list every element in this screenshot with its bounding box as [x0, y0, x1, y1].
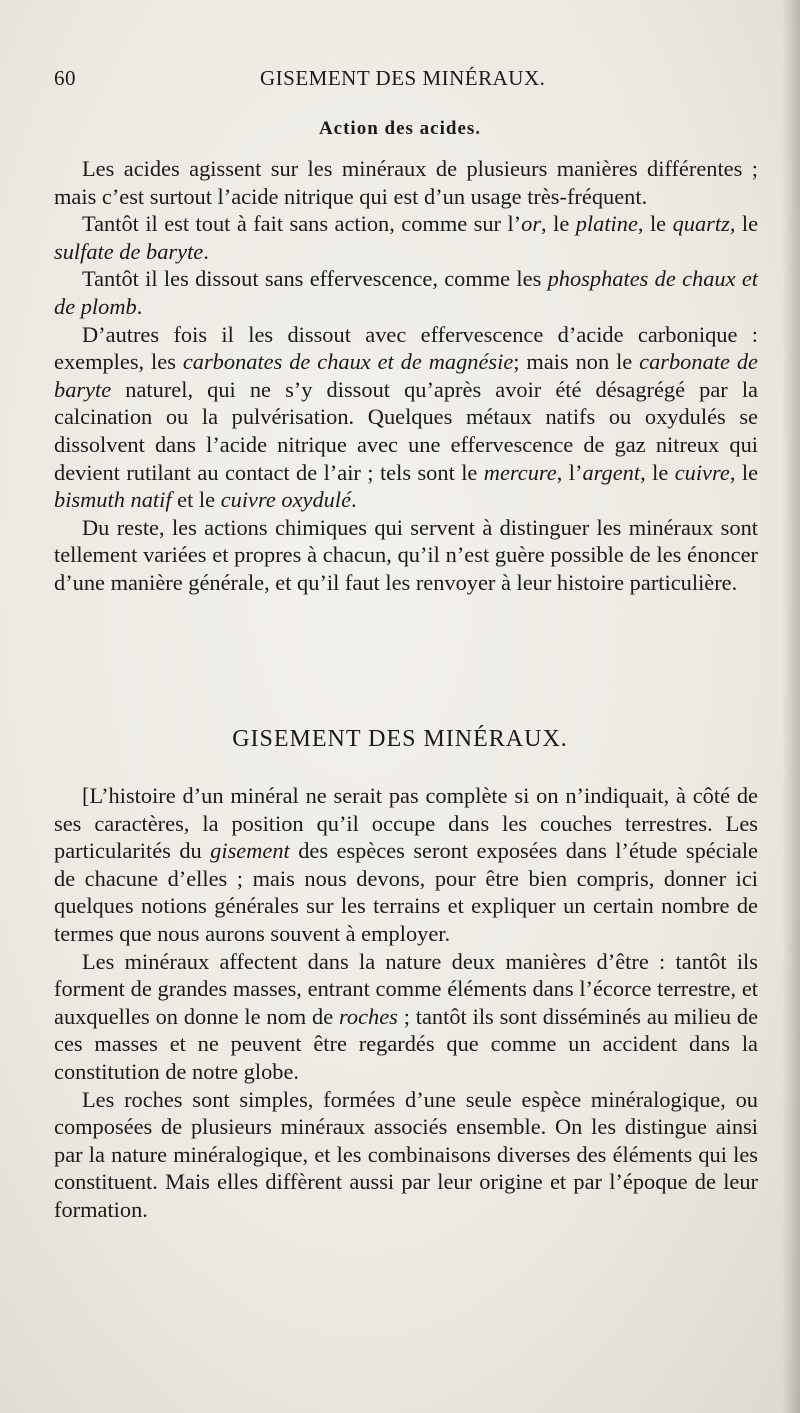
- text-run: , le: [729, 459, 759, 485]
- italic-term: gisement: [210, 838, 290, 864]
- italic-term: phosphates de chaux et de plomb: [54, 266, 758, 319]
- text-run: des espèces seront exposées dans l’étude spéciale de chacune d’elles ; mais nous devons, pour être bien compris, donner ici quelques notions générales sur les terrains et expliquer un certain nombre de termes que nous aurons souvent à employer.: [54, 838, 758, 946]
- text-run: .: [203, 238, 209, 264]
- text-run: et le: [171, 487, 221, 513]
- running-title: GISEMENT DES MINÉRAUX.: [260, 66, 546, 90]
- paragraph: [54, 210, 758, 265]
- italic-term: cuivre: [674, 459, 730, 485]
- paragraph: [54, 1086, 758, 1224]
- chapter-heading-gisement: GISEMENT DES MINÉRAUX.: [232, 726, 568, 752]
- italic-term: or: [521, 211, 542, 237]
- italic-term: sulfate de baryte: [54, 238, 204, 264]
- text-run: , le: [541, 211, 576, 237]
- section-heading-acides: Action des acides.: [318, 118, 482, 139]
- text-run: Tantôt il est tout à fait sans action, comme sur l’: [82, 211, 522, 237]
- page-edge-shadow: [782, 0, 800, 1413]
- italic-term: roches: [339, 1003, 398, 1029]
- text-run: Du reste, les actions chimiques qui servent à distinguer les minéraux sont tellement variées et propres à chacun, qu’il n’est guère possible de les énoncer d’une manière générale, et qu’il faut les renvoyer à leur histoire particulière.: [54, 514, 758, 595]
- text-run: Les minéraux affectent dans la nature deux manières d’être : tantôt ils forment de grandes masses, entrant comme éléments dans l’écorce terrestre, et auxquelles on donne le nom de: [54, 948, 758, 1029]
- text-run: , le: [729, 211, 759, 237]
- text-run: , l’: [556, 459, 583, 485]
- page-number: 60: [54, 66, 76, 90]
- italic-term: quartz: [672, 211, 730, 237]
- paragraph: [54, 265, 758, 320]
- italic-term: platine: [575, 211, 638, 237]
- text-run: .: [351, 487, 357, 513]
- paragraph: [54, 782, 758, 948]
- section-acides-body: [54, 155, 758, 597]
- section-gisement-body: [54, 782, 758, 1224]
- paragraph: [54, 948, 758, 1086]
- text-run: [L’histoire d’un minéral ne serait pas complète si on n’indiquait, à côté de ses caractères, la position qu’il occupe dans les couches terrestres. Les particularités du: [54, 783, 758, 864]
- italic-term: cuivre oxydulé: [220, 487, 352, 513]
- text-run: Les roches sont simples, formées d’une seule espèce minéralogique, ou composées de plusieurs minéraux associés ensemble. On les distingue ainsi par la nature minéralogique, et les combinaisons diverses des éléments qui les constituent. Mais elles diffèrent aussi par leur origine et par l’époque de leur formation.: [54, 1086, 758, 1222]
- paragraph: [54, 321, 758, 514]
- italic-term: bismuth natif: [54, 487, 172, 513]
- text-run: Tantôt il les dissout sans effervescence, comme les: [82, 266, 548, 292]
- italic-term: mercure: [483, 459, 557, 485]
- italic-term: carbonate de baryte: [54, 349, 758, 402]
- text-run: ; mais non le: [513, 349, 640, 375]
- text-run: .: [136, 293, 143, 319]
- text-run: ; tantôt ils sont disséminés au milieu de ces masses et ne peuvent être regardés que comme un accident dans la constitution de notre globe.: [54, 1003, 759, 1084]
- paragraph: [54, 514, 758, 597]
- italic-term: carbonates de chaux et de magnésie: [182, 349, 514, 375]
- text-run: D’autres fois il les dissout avec effervescence d’acide carbonique : exemples, les: [54, 321, 758, 375]
- text-run: Les acides agissent sur les minéraux de plusieurs manières différentes ; mais c’est surtout l’acide nitrique qui est d’un usage très-fréquent.: [54, 156, 758, 209]
- italic-term: argent: [582, 459, 641, 485]
- text-run: , le: [640, 459, 675, 485]
- text-run: naturel, qui ne s’y dissout qu’après avoir été désagrégé par la calcination ou la pulvérisation. Quelques métaux natifs ou oxydulés se dissolvent dans l’acide nitrique avec une effervescence de gaz nitreux qui devient rutilant au contact de l’air ; tels sont le: [54, 376, 758, 485]
- text-run: , le: [637, 211, 673, 237]
- paragraph: [54, 155, 758, 210]
- running-header: [54, 66, 770, 96]
